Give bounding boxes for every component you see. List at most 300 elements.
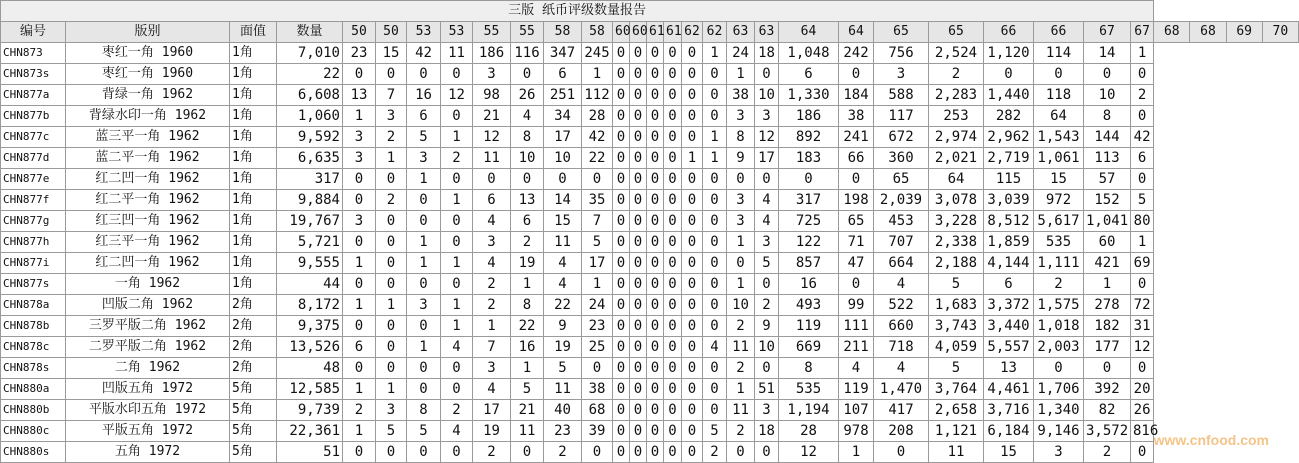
cell-grade-count: 0 — [613, 295, 630, 316]
cell-grade-count: 68 — [582, 400, 613, 421]
cell-grade-count: 0 — [703, 169, 727, 190]
cell-grade-count: 0 — [755, 169, 779, 190]
cell-grade-count: 0 — [647, 190, 664, 211]
cell-grade-count: 0 — [727, 169, 755, 190]
cell-grade-count: 12 — [441, 85, 473, 106]
cell-grade-count: 117 — [874, 106, 929, 127]
cell-grade-count: 42 — [407, 43, 441, 64]
cell-grade-count: 0 — [664, 379, 682, 400]
cell-grade-count: 0 — [682, 232, 703, 253]
cell-grade-count: 1 — [376, 148, 407, 169]
cell-grade-count: 0 — [647, 127, 664, 148]
cell-grade-count: 707 — [874, 232, 929, 253]
cell-quantity: 9,884 — [277, 190, 343, 211]
cell-grade-count: 1,330 — [779, 85, 839, 106]
cell-grade-count: 6 — [779, 64, 839, 85]
cell-grade-count: 19 — [511, 253, 544, 274]
cell-grade-count: 0 — [630, 106, 647, 127]
header-row — [1, 22, 1299, 43]
cell-grade-count: 0 — [703, 211, 727, 232]
cell-grade-count: 3 — [727, 106, 755, 127]
cell-grade-count: 4,059 — [929, 337, 984, 358]
cell-grade-count: 0 — [441, 64, 473, 85]
cell-grade-count: 31 — [1131, 316, 1154, 337]
cell-grade-count: 0 — [682, 442, 703, 463]
cell-grade-count: 0 — [630, 211, 647, 232]
cell-denomination: 1角 — [230, 43, 277, 64]
cell-grade-count: 0 — [839, 169, 874, 190]
cell-grade-count: 0 — [613, 190, 630, 211]
cell-denomination: 1角 — [230, 106, 277, 127]
cell-version: 二角 1962 — [66, 358, 230, 379]
cell-grade-count: 119 — [779, 316, 839, 337]
cell-grade-count: 0 — [647, 232, 664, 253]
cell-code: CHN878s — [1, 358, 66, 379]
grade-header: 65 — [874, 22, 929, 43]
cell-version: 平版五角 1972 — [66, 421, 230, 442]
cell-quantity: 9,555 — [277, 253, 343, 274]
cell-grade-count: 7 — [582, 211, 613, 232]
cell-grade-count: 16 — [511, 337, 544, 358]
cell-grade-count: 0 — [630, 337, 647, 358]
cell-grade-count: 112 — [582, 85, 613, 106]
cell-grade-count: 1,111 — [1034, 253, 1084, 274]
cell-grade-count: 535 — [1034, 232, 1084, 253]
cell-grade-count: 17 — [473, 400, 511, 421]
cell-grade-count: 0 — [664, 337, 682, 358]
cell-grade-count: 0 — [376, 316, 407, 337]
grade-header: 63 — [755, 22, 779, 43]
cell-grade-count: 0 — [441, 106, 473, 127]
grade-header: 63 — [727, 22, 755, 43]
cell-grade-count: 26 — [511, 85, 544, 106]
cell-grade-count: 0 — [682, 211, 703, 232]
cell-grade-count: 0 — [664, 127, 682, 148]
cell-grade-count: 0 — [376, 253, 407, 274]
cell-grade-count: 11 — [727, 400, 755, 421]
grade-header: 62 — [682, 22, 703, 43]
cell-grade-count: 0 — [630, 232, 647, 253]
cell-grade-count: 0 — [664, 295, 682, 316]
cell-grade-count: 2 — [441, 400, 473, 421]
cell-code: CHN880c — [1, 421, 66, 442]
cell-grade-count: 10 — [1084, 85, 1131, 106]
grade-header: 60 — [613, 22, 630, 43]
cell-grade-count: 672 — [874, 127, 929, 148]
table-row — [1, 253, 1299, 274]
cell-grade-count: 64 — [929, 169, 984, 190]
cell-grade-count: 0 — [647, 43, 664, 64]
cell-grade-count: 2,524 — [929, 43, 984, 64]
cell-grade-count: 0 — [630, 190, 647, 211]
cell-denomination: 1角 — [230, 64, 277, 85]
cell-grade-count: 3 — [343, 127, 376, 148]
grade-header: 64 — [839, 22, 874, 43]
cell-grade-count: 6 — [407, 106, 441, 127]
cell-grade-count: 0 — [703, 316, 727, 337]
cell-grade-count: 98 — [473, 85, 511, 106]
cell-grade-count: 0 — [1131, 64, 1154, 85]
cell-quantity: 5,721 — [277, 232, 343, 253]
cell-grade-count: 21 — [473, 106, 511, 127]
cell-grade-count: 0 — [630, 169, 647, 190]
cell-denomination: 1角 — [230, 211, 277, 232]
cell-grade-count: 0 — [613, 379, 630, 400]
cell-grade-count: 34 — [544, 106, 582, 127]
table-row — [1, 442, 1299, 463]
cell-grade-count: 0 — [630, 316, 647, 337]
cell-grade-count: 0 — [755, 442, 779, 463]
cell-grade-count: 4 — [441, 421, 473, 442]
cell-grade-count: 0 — [664, 442, 682, 463]
cell-grade-count: 0 — [874, 442, 929, 463]
cell-grade-count: 5 — [407, 421, 441, 442]
grade-header: 68 — [1190, 22, 1226, 43]
cell-grade-count: 0 — [647, 64, 664, 85]
cell-grade-count: 0 — [1034, 358, 1084, 379]
cell-grade-count: 60 — [1084, 232, 1131, 253]
cell-grade-count: 725 — [779, 211, 839, 232]
cell-grade-count: 15 — [984, 442, 1034, 463]
cell-grade-count: 2,188 — [929, 253, 984, 274]
cell-grade-count: 1 — [727, 232, 755, 253]
cell-grade-count: 5 — [376, 421, 407, 442]
cell-grade-count: 1 — [727, 274, 755, 295]
cell-grade-count: 0 — [613, 421, 630, 442]
cell-grade-count: 177 — [1084, 337, 1131, 358]
cell-code: CHN877g — [1, 211, 66, 232]
cell-denomination: 5角 — [230, 379, 277, 400]
cell-version: 五角 1972 — [66, 442, 230, 463]
cell-grade-count: 4 — [839, 358, 874, 379]
cell-grade-count: 38 — [839, 106, 874, 127]
cell-grade-count: 26 — [1131, 400, 1154, 421]
cell-grade-count: 144 — [1084, 127, 1131, 148]
cell-grade-count: 0 — [613, 106, 630, 127]
header-denomination: 面值 — [230, 22, 277, 43]
cell-grade-count: 0 — [630, 127, 647, 148]
cell-grade-count: 664 — [874, 253, 929, 274]
cell-grade-count: 0 — [664, 169, 682, 190]
cell-quantity: 9,592 — [277, 127, 343, 148]
table-row — [1, 337, 1299, 358]
cell-grade-count: 4 — [755, 190, 779, 211]
cell-grade-count: 5 — [511, 379, 544, 400]
cell-code: CHN877f — [1, 190, 66, 211]
cell-denomination: 2角 — [230, 295, 277, 316]
cell-grade-count: 1 — [376, 379, 407, 400]
cell-grade-count: 1,018 — [1034, 316, 1084, 337]
cell-grade-count: 2 — [473, 274, 511, 295]
cell-denomination: 2角 — [230, 358, 277, 379]
cell-grade-count: 116 — [511, 43, 544, 64]
cell-grade-count: 1,061 — [1034, 148, 1084, 169]
cell-grade-count: 3 — [755, 400, 779, 421]
cell-grade-count: 0 — [647, 106, 664, 127]
table-row — [1, 190, 1299, 211]
grade-header: 67 — [1084, 22, 1131, 43]
cell-denomination: 1角 — [230, 274, 277, 295]
cell-grade-count: 118 — [1034, 85, 1084, 106]
cell-grade-count: 82 — [1084, 400, 1131, 421]
table-body — [1, 43, 1299, 463]
cell-code: CHN880a — [1, 379, 66, 400]
cell-version: 背绿水印一角 1962 — [66, 106, 230, 127]
cell-grade-count: 3 — [1034, 442, 1084, 463]
cell-grade-count: 1,683 — [929, 295, 984, 316]
cell-grade-count: 0 — [343, 232, 376, 253]
cell-grade-count: 5,617 — [1034, 211, 1084, 232]
cell-grade-count: 0 — [664, 253, 682, 274]
cell-grade-count: 7 — [473, 337, 511, 358]
cell-grade-count: 0 — [630, 442, 647, 463]
cell-grade-count: 2 — [703, 442, 727, 463]
cell-grade-count: 19 — [473, 421, 511, 442]
cell-grade-count: 6 — [511, 211, 544, 232]
cell-grade-count: 6 — [984, 274, 1034, 295]
cell-grade-count: 588 — [874, 85, 929, 106]
grade-header: 65 — [929, 22, 984, 43]
cell-grade-count: 5,557 — [984, 337, 1034, 358]
cell-grade-count: 0 — [755, 358, 779, 379]
cell-grade-count: 0 — [613, 253, 630, 274]
cell-grade-count: 253 — [929, 106, 984, 127]
cell-denomination: 1角 — [230, 127, 277, 148]
cell-grade-count: 2,283 — [929, 85, 984, 106]
cell-grade-count: 38 — [727, 85, 755, 106]
cell-grade-count: 9 — [544, 316, 582, 337]
cell-grade-count: 4 — [544, 274, 582, 295]
cell-grade-count: 0 — [647, 337, 664, 358]
cell-grade-count: 11 — [473, 148, 511, 169]
cell-version: 三罗平版二角 1962 — [66, 316, 230, 337]
cell-grade-count: 3,039 — [984, 190, 1034, 211]
cell-denomination: 1角 — [230, 190, 277, 211]
cell-grade-count: 25 — [582, 337, 613, 358]
cell-grade-count: 347 — [544, 43, 582, 64]
cell-grade-count: 0 — [664, 421, 682, 442]
cell-grade-count: 0 — [682, 64, 703, 85]
cell-grade-count: 42 — [1131, 127, 1154, 148]
cell-grade-count: 23 — [582, 316, 613, 337]
cell-grade-count: 278 — [1084, 295, 1131, 316]
cell-grade-count: 7 — [376, 85, 407, 106]
cell-grade-count: 0 — [343, 64, 376, 85]
cell-grade-count: 0 — [630, 400, 647, 421]
cell-code: CHN877e — [1, 169, 66, 190]
cell-grade-count: 69 — [1131, 253, 1154, 274]
grade-header: 61 — [664, 22, 682, 43]
cell-grade-count: 0 — [647, 148, 664, 169]
cell-grade-count: 1 — [727, 64, 755, 85]
cell-grade-count: 4 — [755, 211, 779, 232]
cell-grade-count: 23 — [544, 421, 582, 442]
cell-grade-count: 24 — [582, 295, 613, 316]
cell-code: CHN877h — [1, 232, 66, 253]
watermark: www.cnfood.com — [1153, 432, 1269, 448]
table-row — [1, 421, 1299, 442]
cell-grade-count: 0 — [1034, 64, 1084, 85]
cell-grade-count: 3 — [473, 232, 511, 253]
cell-grade-count: 22 — [582, 148, 613, 169]
cell-version: 红二凹一角 1962 — [66, 169, 230, 190]
cell-grade-count: 28 — [582, 106, 613, 127]
cell-grade-count: 39 — [582, 421, 613, 442]
cell-grade-count: 0 — [682, 358, 703, 379]
cell-grade-count: 453 — [874, 211, 929, 232]
cell-grade-count: 5 — [407, 127, 441, 148]
cell-grade-count: 0 — [727, 253, 755, 274]
cell-denomination: 5角 — [230, 421, 277, 442]
cell-grade-count: 0 — [703, 190, 727, 211]
cell-grade-count: 0 — [703, 64, 727, 85]
cell-grade-count: 0 — [664, 274, 682, 295]
cell-grade-count: 0 — [647, 85, 664, 106]
cell-grade-count: 857 — [779, 253, 839, 274]
cell-grade-count: 5 — [929, 274, 984, 295]
cell-grade-count: 8 — [511, 295, 544, 316]
cell-grade-count: 2 — [544, 442, 582, 463]
cell-grade-count: 0 — [613, 232, 630, 253]
cell-grade-count: 1,440 — [984, 85, 1034, 106]
cell-grade-count: 11 — [929, 442, 984, 463]
cell-grade-count: 12 — [779, 442, 839, 463]
table-row — [1, 274, 1299, 295]
cell-denomination: 2角 — [230, 337, 277, 358]
cell-grade-count: 0 — [613, 85, 630, 106]
header-code: 编号 — [1, 22, 66, 43]
cell-grade-count: 3 — [376, 400, 407, 421]
grade-header: 53 — [441, 22, 473, 43]
cell-grade-count: 2 — [441, 148, 473, 169]
cell-grade-count: 0 — [664, 64, 682, 85]
cell-grade-count: 5 — [582, 232, 613, 253]
cell-grade-count: 0 — [1131, 169, 1154, 190]
cell-grade-count: 251 — [544, 85, 582, 106]
cell-grade-count: 8 — [407, 400, 441, 421]
cell-grade-count: 22 — [544, 295, 582, 316]
cell-grade-count: 2 — [376, 190, 407, 211]
cell-grade-count: 66 — [839, 148, 874, 169]
cell-grade-count: 0 — [376, 358, 407, 379]
cell-grade-count: 0 — [682, 295, 703, 316]
cell-grade-count: 3,228 — [929, 211, 984, 232]
cell-grade-count: 1 — [343, 295, 376, 316]
report-title: 三版 纸币评级数量报告 — [1, 1, 1154, 22]
cell-grade-count: 2,338 — [929, 232, 984, 253]
cell-grade-count: 0 — [703, 253, 727, 274]
cell-grade-count: 0 — [407, 274, 441, 295]
cell-grade-count: 0 — [664, 232, 682, 253]
cell-grade-count: 198 — [839, 190, 874, 211]
cell-grade-count: 115 — [984, 169, 1034, 190]
cell-version: 红三平一角 1962 — [66, 232, 230, 253]
cell-grade-count: 1 — [376, 295, 407, 316]
cell-grade-count: 6 — [473, 190, 511, 211]
cell-grade-count: 1 — [839, 442, 874, 463]
cell-grade-count: 1,859 — [984, 232, 1034, 253]
cell-grade-count: 3 — [727, 211, 755, 232]
cell-code: CHN877a — [1, 85, 66, 106]
cell-grade-count: 669 — [779, 337, 839, 358]
cell-grade-count: 0 — [1084, 358, 1131, 379]
cell-grade-count: 2 — [1034, 274, 1084, 295]
cell-grade-count: 15 — [544, 211, 582, 232]
cell-grade-count: 0 — [1084, 64, 1131, 85]
cell-grade-count: 245 — [582, 43, 613, 64]
cell-grade-count: 2 — [727, 421, 755, 442]
cell-grade-count: 16 — [407, 85, 441, 106]
cell-grade-count: 72 — [1131, 295, 1154, 316]
cell-grade-count: 0 — [647, 442, 664, 463]
cell-grade-count: 2,719 — [984, 148, 1034, 169]
cell-grade-count: 6 — [343, 337, 376, 358]
cell-grade-count: 2,962 — [984, 127, 1034, 148]
table-row — [1, 85, 1299, 106]
cell-grade-count: 0 — [703, 358, 727, 379]
cell-grade-count: 892 — [779, 127, 839, 148]
cell-grade-count: 1 — [441, 316, 473, 337]
cell-grade-count: 3 — [727, 190, 755, 211]
cell-grade-count: 0 — [682, 421, 703, 442]
cell-grade-count: 816 — [1131, 421, 1154, 442]
cell-denomination: 5角 — [230, 400, 277, 421]
cell-code: CHN878b — [1, 316, 66, 337]
cell-grade-count: 13 — [984, 358, 1034, 379]
cell-grade-count: 0 — [1131, 106, 1154, 127]
cell-grade-count: 0 — [703, 274, 727, 295]
cell-grade-count: 0 — [755, 274, 779, 295]
grade-header: 66 — [984, 22, 1034, 43]
cell-grade-count: 3 — [343, 211, 376, 232]
cell-quantity: 8,172 — [277, 295, 343, 316]
cell-quantity: 19,767 — [277, 211, 343, 232]
cell-grade-count: 1 — [343, 379, 376, 400]
cell-grade-count: 0 — [376, 337, 407, 358]
cell-grade-count: 0 — [511, 442, 544, 463]
cell-grade-count: 6,184 — [984, 421, 1034, 442]
cell-grade-count: 1 — [727, 379, 755, 400]
cell-grade-count: 1 — [441, 127, 473, 148]
cell-denomination: 1角 — [230, 253, 277, 274]
cell-grade-count: 282 — [984, 106, 1034, 127]
cell-denomination: 1角 — [230, 232, 277, 253]
cell-grade-count: 2 — [727, 358, 755, 379]
cell-grade-count: 0 — [647, 169, 664, 190]
cell-grade-count: 0 — [613, 358, 630, 379]
grade-header: 62 — [703, 22, 727, 43]
grade-header: 61 — [647, 22, 664, 43]
cell-quantity: 317 — [277, 169, 343, 190]
grade-header: 50 — [343, 22, 376, 43]
cell-grade-count: 64 — [1034, 106, 1084, 127]
cell-grade-count: 0 — [839, 64, 874, 85]
cell-grade-count: 0 — [664, 190, 682, 211]
cell-grade-count: 660 — [874, 316, 929, 337]
cell-grade-count: 4 — [874, 358, 929, 379]
cell-grade-count: 0 — [839, 274, 874, 295]
cell-grade-count: 0 — [682, 337, 703, 358]
cell-grade-count: 65 — [839, 211, 874, 232]
cell-grade-count: 1,470 — [874, 379, 929, 400]
cell-denomination: 1角 — [230, 169, 277, 190]
cell-grade-count: 4,144 — [984, 253, 1034, 274]
cell-grade-count: 4 — [511, 106, 544, 127]
cell-version: 枣红一角 1960 — [66, 43, 230, 64]
cell-grade-count: 0 — [441, 274, 473, 295]
cell-grade-count: 0 — [682, 253, 703, 274]
cell-grade-count: 1 — [511, 358, 544, 379]
